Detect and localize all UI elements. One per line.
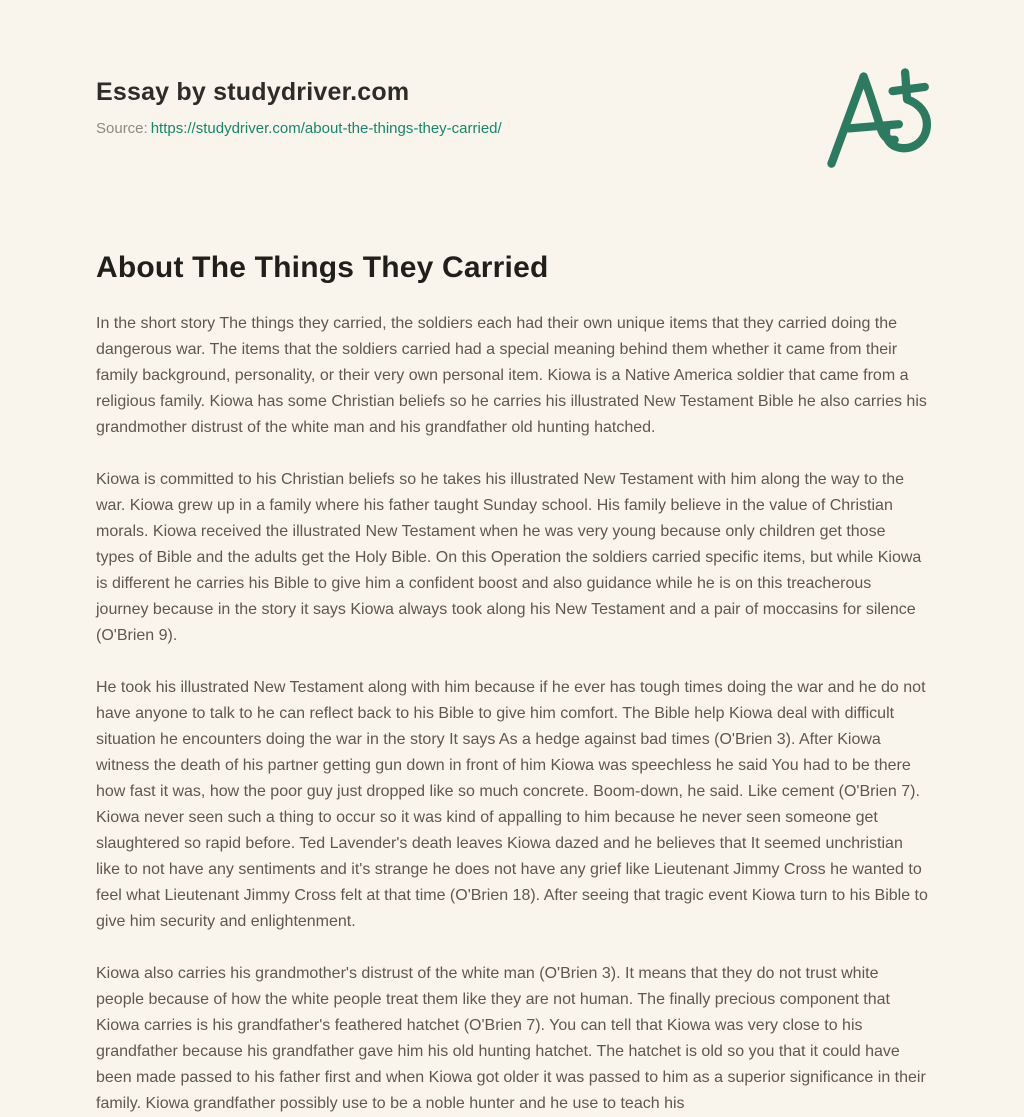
site-title: Essay by studydriver.com	[96, 78, 410, 106]
essay-paragraph-2: Kiowa is committed to his Christian beliefs so he takes his illustrated New Testament with him along the way to the war. Kiowa grew up in a family where his father taught Sunday school. His family believe in the value of Christian morals. Kiowa received the illustrated New Testament when he was very young because only children get those types of Bible and the adults get the Holy Bible. On this Operation the soldiers carried specific items, but while Kiowa is different he carries his Bible to give him a confident boost and also guidance while he is on this treacherous journey because in the story it says Kiowa always took along his New Testament and a pair of moccasins for silence (O'Brien 9).	[96, 471, 922, 644]
essay-title: About The Things They Carried	[96, 251, 549, 284]
content-column	[96, 0, 928, 1117]
source-label: Source:	[96, 120, 148, 137]
source-line	[96, 120, 928, 137]
essay-paragraph-3: He took his illustrated New Testament along with him because if he ever has tough times doing the war and he do not have anyone to talk to he can reflect back to his Bible to give him comfort. The Bible help Kiowa deal with difficult situation he encounters doing the war in the story It says As a hedge against bad times (O'Brien 3). After Kiowa witness the death of his partner getting gun down in front of him Kiowa was speechless he said You had to be there how fast it was, how the poor guy just dropped like so much concrete. Boom-down, he said. Like cement (O'Brien 7). Kiowa never seen such a thing to occur so it was kind of appalling to him because he never seen someone get slaughtered so rapid before. Ted Lavender's death leaves Kiowa dazed and he believes that It seemed unchristian like to not have any sentiments and it's strange he does not have any grief like Lieutenant Jimmy Cross he wanted to feel what Lieutenant Jimmy Cross felt at that time (O'Brien 18). After seeing that tragic event Kiowa turn to his Bible to give him security and enlightenment.	[96, 679, 928, 930]
source-link[interactable]: https://studydriver.com/about-the-things-they-carried/	[150, 120, 502, 137]
essay-paragraph-4: Kiowa also carries his grandmother's distrust of the white man (O'Brien 3). It means that they do not trust white people because of how the white people treat them like they are not human. The finally precious component that Kiowa carries is his grandfather's feathered hatchet (O'Brien 7). You can tell that Kiowa was very close to his grandfather because his grandfather gave him his old hunting hatchet. The hatchet is old so you that it could have been made passed to his father first and when Kiowa got older it was passed to him as a superior significance in their family. Kiowa grandfather possibly use to be a noble hunter and he use to teach his	[96, 965, 926, 1112]
essay-paragraph-1: In the short story The things they carried, the soldiers each had their own unique items that they carried doing the dangerous war. The items that the soldiers carried had a special meaning behind them whether it came from their family background, personality, or their very own personal item. Kiowa is a Native America soldier that came from a religious family. Kiowa has some Christian beliefs so he carries his illustrated New Testament Bible he also carries his grandmother distrust of the white man and his grandfather old hunting hatched.	[96, 315, 927, 436]
